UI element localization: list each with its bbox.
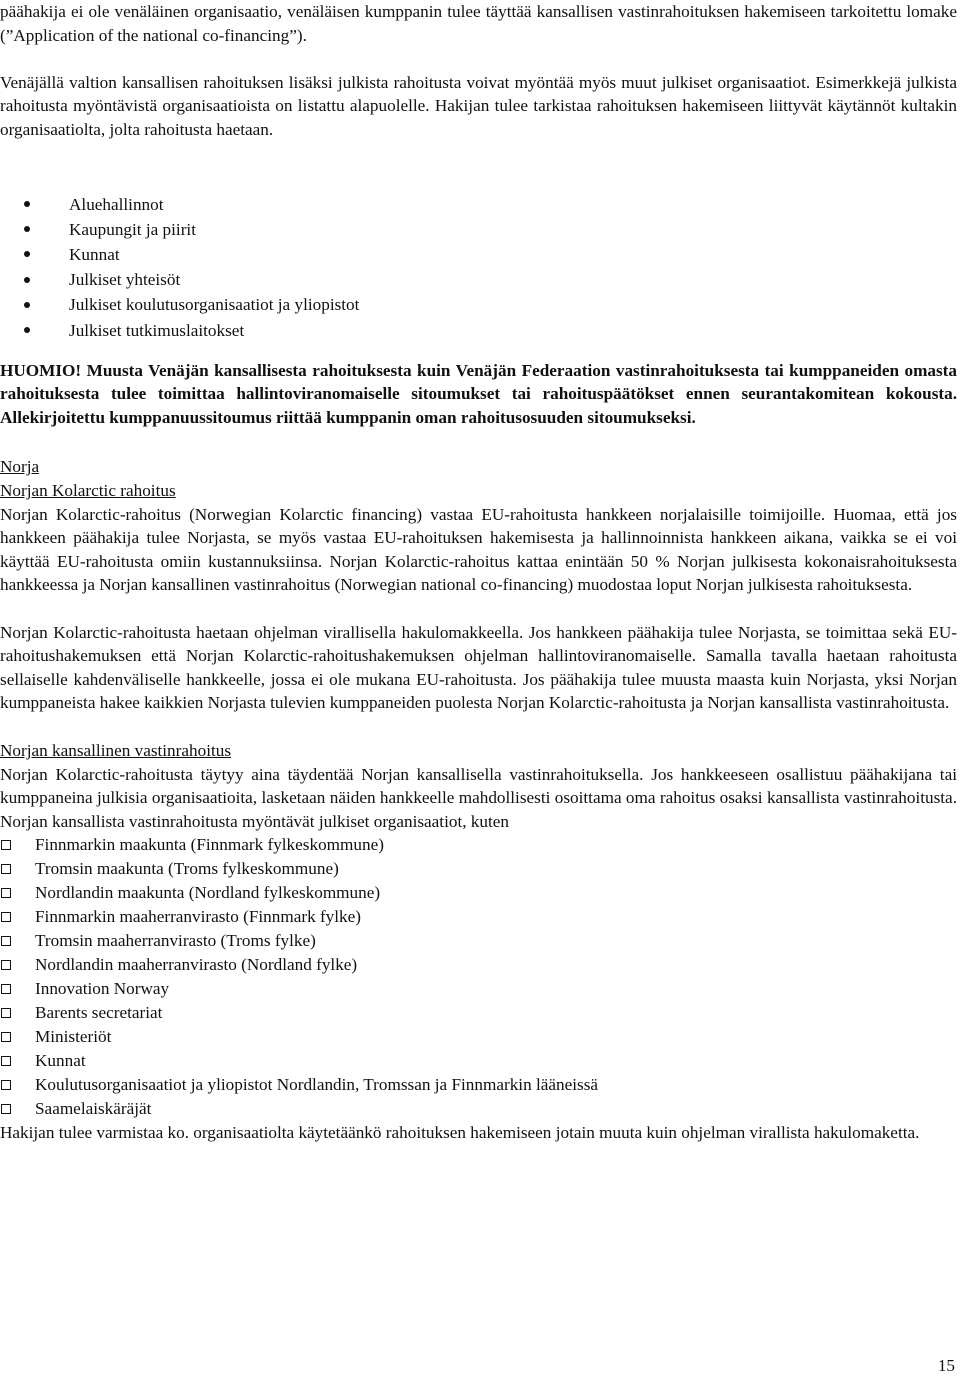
- checkbox-bullet-icon: [1, 888, 11, 898]
- kolarctic-paragraph-2: Norjan Kolarctic-rahoitusta haetaan ohjelman virallisella hakulomakkeella. Jos hankkeen päähakija tulee Norjasta, se toimittaa sekä EU-rahoitushakemuksen että Norjan Kolarctic-rahoitushakemuksen ohjelman hallintoviranomaiselle. Samalla tavalla haetaan rahoitusta sellaiselle kahdenväliselle hankkeelle, jossa ei ole mukana EU-rahoitusta. Jos päähakija tulee muusta maasta kuin Norjasta, yksi Norjan kumppaneista hakee kaikkien Norjasta tulevien kumppaneiden puolesta Norjan Kolarctic-rahoitusta ja Norjan kansallista vastinrahoitusta.: [0, 622, 957, 713]
- intro-paragraph-2: Venäjällä valtion kansallisen rahoituksen lisäksi julkista rahoitusta voivat myöntää myös muut julkiset organisaatiot. Esimerkkejä julkista rahoitusta myöntävistä organisaatioista on listattu alapuolelle. Hakijan tulee tarkistaa rahoituksen hakemiseen liittyvät käytännöt kultakin organisaatiolta, jolta rahoitusta haetaan.: [0, 72, 957, 139]
- checkbox-bullet-icon: [1, 912, 11, 922]
- national-cofinancing-paragraph: Norjan Kolarctic-rahoitusta täytyy aina täydentää Norjan kansallisella vastinrahoituksella. Jos hankkeeseen osallistuu päähakijana tai kumppaneina julkisia organisaatioita, lasketaan näiden hankkeelle mahdollisesti osoittama oma rahoitus osaksi kansallista vastinrahoitusta. Norjan kansallista vastinrahoitusta myöntävät julkiset organisaatiot, kuten: [0, 764, 957, 831]
- bullet-icon: [24, 201, 30, 207]
- bullet-icon: [24, 327, 30, 333]
- list-item: Finnmarkin maakunta (Finnmark fylkeskommune): [0, 833, 957, 857]
- norway-heading: Norja: [0, 457, 40, 477]
- list-item: Saamelaiskäräjät: [0, 1097, 957, 1121]
- kolarctic-paragraph-1: Norjan Kolarctic-rahoitus (Norwegian Kolarctic financing) vastaa EU-rahoitusta hankkeen norjalaisille toimijoille. Huomaa, että jos hankkeen päähakija tulee Norjasta, se myös vastaa EU-rahoituksen hakemisesta ja hallinnoinnista hankkeen aikana, vaikka se ei voi käyttää EU-rahoitusta omiin kustannuksiinsa. Norjan Kolarctic-rahoitus kattaa enintään 50 % Norjan julkisesta kokonaisrahoituksesta hankkeessa ja Norjan kansallinen vastinrahoitus (Norwegian national co-financing) muodostaa loput Norjan julkisesta rahoituksesta.: [0, 504, 957, 595]
- national-cofinancing-heading: Norjan kansallinen vastinrahoitus: [0, 741, 232, 760]
- intro-paragraph-1: päähakija ei ole venäläinen organisaatio, venäläisen kumppanin tulee täyttää kansallisen vastinrahoituksen hakemiseen tarkoitettu lomake (”Application of the national co-financing”).: [0, 2, 957, 45]
- bullet-icon: [24, 302, 30, 308]
- list-item: Tromsin maaherranvirasto (Troms fylke): [0, 929, 957, 953]
- checkbox-bullet-icon: [1, 864, 11, 874]
- list-item: Nordlandin maakunta (Nordland fylkeskommune): [0, 881, 957, 905]
- list-item: Koulutusorganisaatiot ja yliopistot Nordlandin, Tromssan ja Finnmarkin lääneissä: [0, 1073, 957, 1097]
- bullet-icon: [24, 251, 30, 257]
- list-item: Barents secretariat: [0, 1001, 957, 1025]
- notice-paragraph: HUOMIO! Muusta Venäjän kansallisesta rahoituksesta kuin Venäjän Federaation vastinrahoituksesta tai kumppaneiden omasta rahoituksesta tulee toimittaa hallintoviranomaiselle sitoumukset tai rahoituspäätökset ennen seurantakomitean kokousta. Allekirjoitettu kumppanuussitoumus riittää kumppanin oman rahoitusosuuden sitoumukseksi.: [0, 360, 957, 427]
- list-item: Julkiset koulutusorganisaatiot ja yliopistot: [0, 292, 957, 317]
- list-item: Tromsin maakunta (Troms fylkeskommune): [0, 857, 957, 881]
- checkbox-bullet-icon: [1, 1008, 11, 1018]
- list-item: Kunnat: [0, 242, 957, 267]
- checkbox-bullet-icon: [1, 936, 11, 946]
- russia-org-list: [0, 192, 957, 343]
- list-item: Finnmarkin maaherranvirasto (Finnmark fylke): [0, 905, 957, 929]
- list-item: Nordlandin maaherranvirasto (Nordland fylke): [0, 953, 957, 977]
- checkbox-bullet-icon: [1, 960, 11, 970]
- closing-paragraph: Hakijan tulee varmistaa ko. organisaatiolta käytetäänkö rahoituksen hakemiseen jotain muuta kuin ohjelman virallista hakulomaketta.: [0, 1123, 920, 1143]
- list-item: Julkiset yhteisöt: [0, 267, 957, 292]
- list-item: Aluehallinnot: [0, 192, 957, 217]
- list-item: Innovation Norway: [0, 977, 957, 1001]
- checkbox-bullet-icon: [1, 1032, 11, 1042]
- checkbox-bullet-icon: [1, 1056, 11, 1066]
- checkbox-bullet-icon: [1, 1080, 11, 1090]
- list-item: Julkiset tutkimuslaitokset: [0, 318, 957, 343]
- bullet-icon: [24, 277, 30, 283]
- norway-org-list: [0, 833, 957, 1121]
- page-number: 15: [937, 1356, 955, 1375]
- list-item: Kaupungit ja piirit: [0, 217, 957, 242]
- kolarctic-heading: Norjan Kolarctic rahoitus: [0, 481, 176, 501]
- list-item: Kunnat: [0, 1049, 957, 1073]
- checkbox-bullet-icon: [1, 840, 11, 850]
- checkbox-bullet-icon: [1, 984, 11, 994]
- list-item: Ministeriöt: [0, 1025, 957, 1049]
- bullet-icon: [24, 226, 30, 232]
- checkbox-bullet-icon: [1, 1104, 11, 1114]
